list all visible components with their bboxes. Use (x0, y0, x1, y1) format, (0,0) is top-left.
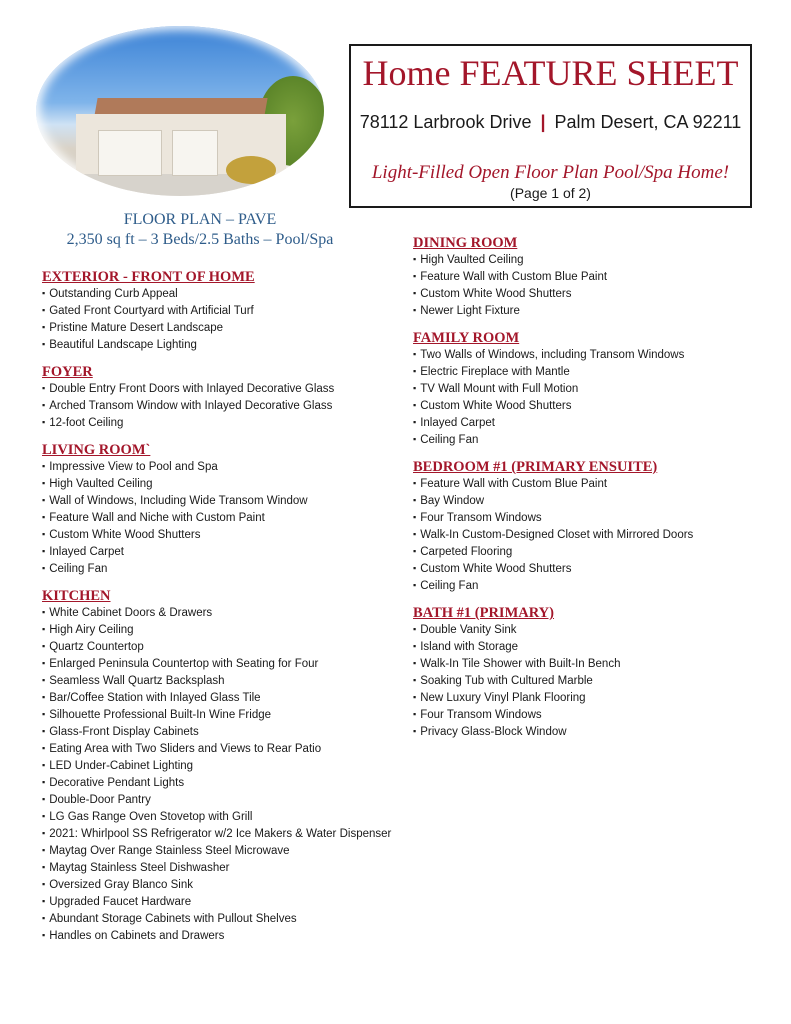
feature-item (42, 493, 412, 510)
bullet-icon: ▪ (42, 495, 46, 505)
section-heading: LIVING ROOM` (42, 442, 151, 458)
feature-item (42, 758, 412, 775)
bullet-icon: ▪ (42, 607, 46, 617)
section-heading: KITCHEN (42, 588, 111, 604)
bullet-icon: ▪ (413, 495, 417, 505)
feature-item (42, 459, 412, 476)
feature-item (42, 792, 412, 809)
bullet-icon: ▪ (42, 417, 46, 427)
feature-text: 12-foot Ceiling (49, 417, 124, 429)
bullet-icon: ▪ (42, 624, 46, 634)
section-bedroom-1-primary-ensuite (413, 458, 773, 595)
bullet-icon: ▪ (42, 400, 46, 410)
title-box (349, 44, 752, 208)
bullet-icon: ▪ (42, 811, 46, 821)
feature-item (42, 320, 412, 337)
bullet-icon: ▪ (42, 529, 46, 539)
right-column (413, 234, 773, 741)
feature-text: Maytag Stainless Steel Dishwasher (49, 862, 230, 874)
feature-item (42, 303, 412, 320)
feature-item (42, 707, 412, 724)
feature-item (42, 843, 412, 860)
feature-item (42, 860, 412, 877)
bullet-icon: ▪ (42, 913, 46, 923)
bullet-icon: ▪ (413, 305, 417, 315)
feature-text: Impressive View to Pool and Spa (49, 461, 218, 473)
left-column (42, 268, 412, 945)
feature-item (413, 673, 773, 690)
feature-list (413, 252, 773, 320)
feature-item (42, 673, 412, 690)
feature-text: Pristine Mature Desert Landscape (49, 322, 224, 334)
bullet-icon: ▪ (413, 546, 417, 556)
bullet-icon: ▪ (42, 709, 46, 719)
feature-text: Outstanding Curb Appeal (49, 288, 178, 300)
feature-text: Four Transom Windows (420, 709, 542, 721)
feature-item (42, 544, 412, 561)
bullet-icon: ▪ (42, 896, 46, 906)
feature-list (42, 605, 412, 945)
feature-text: Bar/Coffee Station with Inlayed Glass Tile (49, 692, 261, 704)
floor-plan-summary: 2,350 sq ft – 3 Beds/2.5 Baths – Pool/Spa (66, 231, 334, 248)
feature-item (413, 724, 773, 741)
section-heading: EXTERIOR - FRONT OF HOME (42, 269, 255, 285)
feature-text: Soaking Tub with Cultured Marble (420, 675, 593, 687)
sheet-title: Home FEATURE SHEET (362, 53, 739, 93)
feature-text: Gated Front Courtyard with Artificial Turf (49, 305, 254, 317)
section-heading: FAMILY ROOM (413, 330, 520, 346)
bullet-icon: ▪ (42, 845, 46, 855)
feature-item (42, 724, 412, 741)
feature-item (42, 476, 412, 493)
floor-plan-block (40, 210, 360, 250)
bullet-icon: ▪ (413, 624, 417, 634)
bullet-icon: ▪ (413, 383, 417, 393)
section-heading: BEDROOM #1 (PRIMARY ENSUITE) (413, 459, 658, 475)
garage-door-shape (98, 130, 162, 176)
bullet-icon: ▪ (413, 529, 417, 539)
feature-item (42, 605, 412, 622)
bullet-icon: ▪ (413, 349, 417, 359)
feature-item (413, 561, 773, 578)
bullet-icon: ▪ (42, 726, 46, 736)
bullet-icon: ▪ (42, 675, 46, 685)
feature-text: Electric Fireplace with Mantle (420, 366, 570, 378)
bullet-icon: ▪ (413, 692, 417, 702)
section-kitchen (42, 587, 412, 945)
bullet-icon: ▪ (413, 288, 417, 298)
feature-text: Eating Area with Two Sliders and Views to Rear Patio (49, 743, 322, 755)
feature-item (42, 381, 412, 398)
bullet-icon: ▪ (42, 760, 46, 770)
feature-text: Ceiling Fan (420, 434, 479, 446)
feature-item (413, 303, 773, 320)
feature-text: Two Walls of Windows, including Transom Windows (420, 349, 685, 361)
feature-text: Island with Storage (420, 641, 519, 653)
feature-item (413, 347, 773, 364)
section-dining-room (413, 234, 773, 320)
feature-item (413, 690, 773, 707)
feature-text: Decorative Pendant Lights (49, 777, 185, 789)
feature-text: White Cabinet Doors & Drawers (49, 607, 213, 619)
feature-text: Inlayed Carpet (49, 546, 124, 558)
bullet-icon: ▪ (42, 828, 46, 838)
feature-item (413, 381, 773, 398)
feature-text: Wall of Windows, Including Wide Transom Window (49, 495, 308, 507)
feature-text: Beautiful Landscape Lighting (49, 339, 197, 351)
feature-item (413, 432, 773, 449)
bullet-icon: ▪ (42, 862, 46, 872)
feature-text: Four Transom Windows (420, 512, 542, 524)
feature-text: Silhouette Professional Built-In Wine Fridge (49, 709, 272, 721)
feature-text: Walk-In Tile Shower with Built-In Bench (420, 658, 621, 670)
feature-item (42, 337, 412, 354)
feature-item (42, 398, 412, 415)
feature-item (413, 639, 773, 656)
feature-text: Feature Wall with Custom Blue Paint (420, 478, 608, 490)
feature-text: Custom White Wood Shutters (420, 400, 572, 412)
bullet-icon: ▪ (413, 580, 417, 590)
bullet-icon: ▪ (413, 400, 417, 410)
feature-text: Inlayed Carpet (420, 417, 495, 429)
feature-text: High Vaulted Ceiling (49, 478, 153, 490)
feature-text: Feature Wall and Niche with Custom Paint (49, 512, 265, 524)
feature-list (413, 476, 773, 595)
feature-item (413, 364, 773, 381)
feature-item (413, 476, 773, 493)
feature-item (42, 286, 412, 303)
bullet-icon: ▪ (42, 692, 46, 702)
address-city: Palm Desert, CA 92211 (554, 112, 742, 132)
feature-item (413, 527, 773, 544)
section-bath-1-primary (413, 604, 773, 741)
feature-text: Custom White Wood Shutters (420, 288, 572, 300)
feature-text: High Vaulted Ceiling (420, 254, 524, 266)
bullet-icon: ▪ (42, 322, 46, 332)
bullet-icon: ▪ (42, 512, 46, 522)
feature-text: LG Gas Range Oven Stovetop with Grill (49, 811, 253, 823)
feature-text: Arched Transom Window with Inlayed Decorative Glass (49, 400, 333, 412)
bullet-icon: ▪ (42, 546, 46, 556)
feature-item (42, 622, 412, 639)
feature-list (42, 459, 412, 578)
feature-item (413, 578, 773, 595)
bullet-icon: ▪ (42, 641, 46, 651)
house-photo (36, 26, 324, 196)
feature-text: Abundant Storage Cabinets with Pullout Shelves (49, 913, 297, 925)
feature-item (413, 415, 773, 432)
feature-item (413, 510, 773, 527)
bullet-icon: ▪ (413, 726, 417, 736)
feature-list (42, 381, 412, 432)
section-living-room (42, 441, 412, 578)
bullet-icon: ▪ (413, 417, 417, 427)
feature-text: Bay Window (420, 495, 485, 507)
feature-text: Double Vanity Sink (420, 624, 517, 636)
bullet-icon: ▪ (42, 777, 46, 787)
bullet-icon: ▪ (42, 930, 46, 940)
bullet-icon: ▪ (413, 271, 417, 281)
floor-plan-name: FLOOR PLAN – PAVE (123, 211, 277, 228)
feature-list (413, 622, 773, 741)
feature-item (42, 928, 412, 945)
feature-text: Newer Light Fixture (420, 305, 520, 317)
bullet-icon: ▪ (42, 288, 46, 298)
feature-text: Carpeted Flooring (420, 546, 513, 558)
garage-door-shape (172, 130, 218, 176)
bullet-icon: ▪ (42, 478, 46, 488)
bullet-icon: ▪ (42, 879, 46, 889)
feature-item (413, 493, 773, 510)
feature-text: LED Under-Cabinet Lighting (49, 760, 194, 772)
address-street: 78112 Larbrook Drive (359, 112, 532, 132)
bullet-icon: ▪ (413, 434, 417, 444)
bullet-icon: ▪ (413, 366, 417, 376)
feature-text: Ceiling Fan (49, 563, 108, 575)
feature-item (413, 269, 773, 286)
feature-item (42, 877, 412, 894)
section-foyer (42, 363, 412, 432)
feature-item (42, 415, 412, 432)
feature-text: High Airy Ceiling (49, 624, 134, 636)
feature-text: Feature Wall with Custom Blue Paint (420, 271, 608, 283)
bullet-icon: ▪ (42, 563, 46, 573)
feature-item (413, 656, 773, 673)
feature-list (413, 347, 773, 449)
feature-text: 2021: Whirlpool SS Refrigerator w/2 Ice Makers & Water Dispenser (49, 828, 392, 840)
bullet-icon: ▪ (413, 478, 417, 488)
section-heading: DINING ROOM (413, 235, 518, 251)
feature-item (42, 656, 412, 673)
shrub-shape (226, 156, 276, 184)
feature-list (42, 286, 412, 354)
feature-item (42, 741, 412, 758)
feature-item (42, 690, 412, 707)
feature-text: Custom White Wood Shutters (420, 563, 572, 575)
bullet-icon: ▪ (42, 794, 46, 804)
feature-item (413, 707, 773, 724)
feature-text: Quartz Countertop (49, 641, 144, 653)
feature-item (42, 809, 412, 826)
bullet-icon: ▪ (42, 461, 46, 471)
bullet-icon: ▪ (413, 709, 417, 719)
feature-text: Enlarged Peninsula Countertop with Seating for Four (49, 658, 319, 670)
feature-text: TV Wall Mount with Full Motion (420, 383, 579, 395)
feature-item (42, 561, 412, 578)
feature-item (42, 894, 412, 911)
tagline: Light-Filled Open Floor Plan Pool/Spa Home! (371, 162, 730, 183)
bullet-icon: ▪ (42, 339, 46, 349)
feature-text: Double Entry Front Doors with Inlayed Decorative Glass (49, 383, 335, 395)
feature-item (413, 398, 773, 415)
feature-text: Double-Door Pantry (49, 794, 151, 806)
bullet-icon: ▪ (42, 383, 46, 393)
bullet-icon: ▪ (413, 658, 417, 668)
feature-text: Walk-In Custom-Designed Closet with Mirrored Doors (420, 529, 694, 541)
bullet-icon: ▪ (42, 743, 46, 753)
feature-item (42, 527, 412, 544)
feature-text: Maytag Over Range Stainless Steel Microwave (49, 845, 290, 857)
feature-text: Privacy Glass-Block Window (420, 726, 567, 738)
bullet-icon: ▪ (413, 563, 417, 573)
feature-text: Glass-Front Display Cabinets (49, 726, 199, 738)
section-exterior-front-of-home (42, 268, 412, 354)
feature-item (413, 622, 773, 639)
feature-item (413, 252, 773, 269)
feature-text: New Luxury Vinyl Plank Flooring (420, 692, 586, 704)
feature-item (413, 544, 773, 561)
feature-text: Handles on Cabinets and Drawers (49, 930, 225, 942)
feature-item (413, 286, 773, 303)
feature-item (42, 639, 412, 656)
feature-text: Ceiling Fan (420, 580, 479, 592)
bullet-icon: ▪ (413, 254, 417, 264)
feature-text: Seamless Wall Quartz Backsplash (49, 675, 225, 687)
section-heading: BATH #1 (PRIMARY) (413, 605, 554, 621)
feature-item (42, 826, 412, 843)
page-indicator: (Page 1 of 2) (510, 185, 591, 201)
section-family-room (413, 329, 773, 449)
address (351, 112, 750, 133)
feature-text: Custom White Wood Shutters (49, 529, 201, 541)
bullet-icon: ▪ (413, 641, 417, 651)
bullet-icon: ▪ (413, 675, 417, 685)
feature-text: Upgraded Faucet Hardware (49, 896, 192, 908)
feature-text: Oversized Gray Blanco Sink (49, 879, 194, 891)
bullet-icon: ▪ (42, 658, 46, 668)
bullet-icon: ▪ (413, 512, 417, 522)
feature-item (42, 775, 412, 792)
feature-item (42, 510, 412, 527)
feature-item (42, 911, 412, 928)
address-separator: | (540, 112, 546, 132)
section-heading: FOYER (42, 364, 93, 380)
bullet-icon: ▪ (42, 305, 46, 315)
